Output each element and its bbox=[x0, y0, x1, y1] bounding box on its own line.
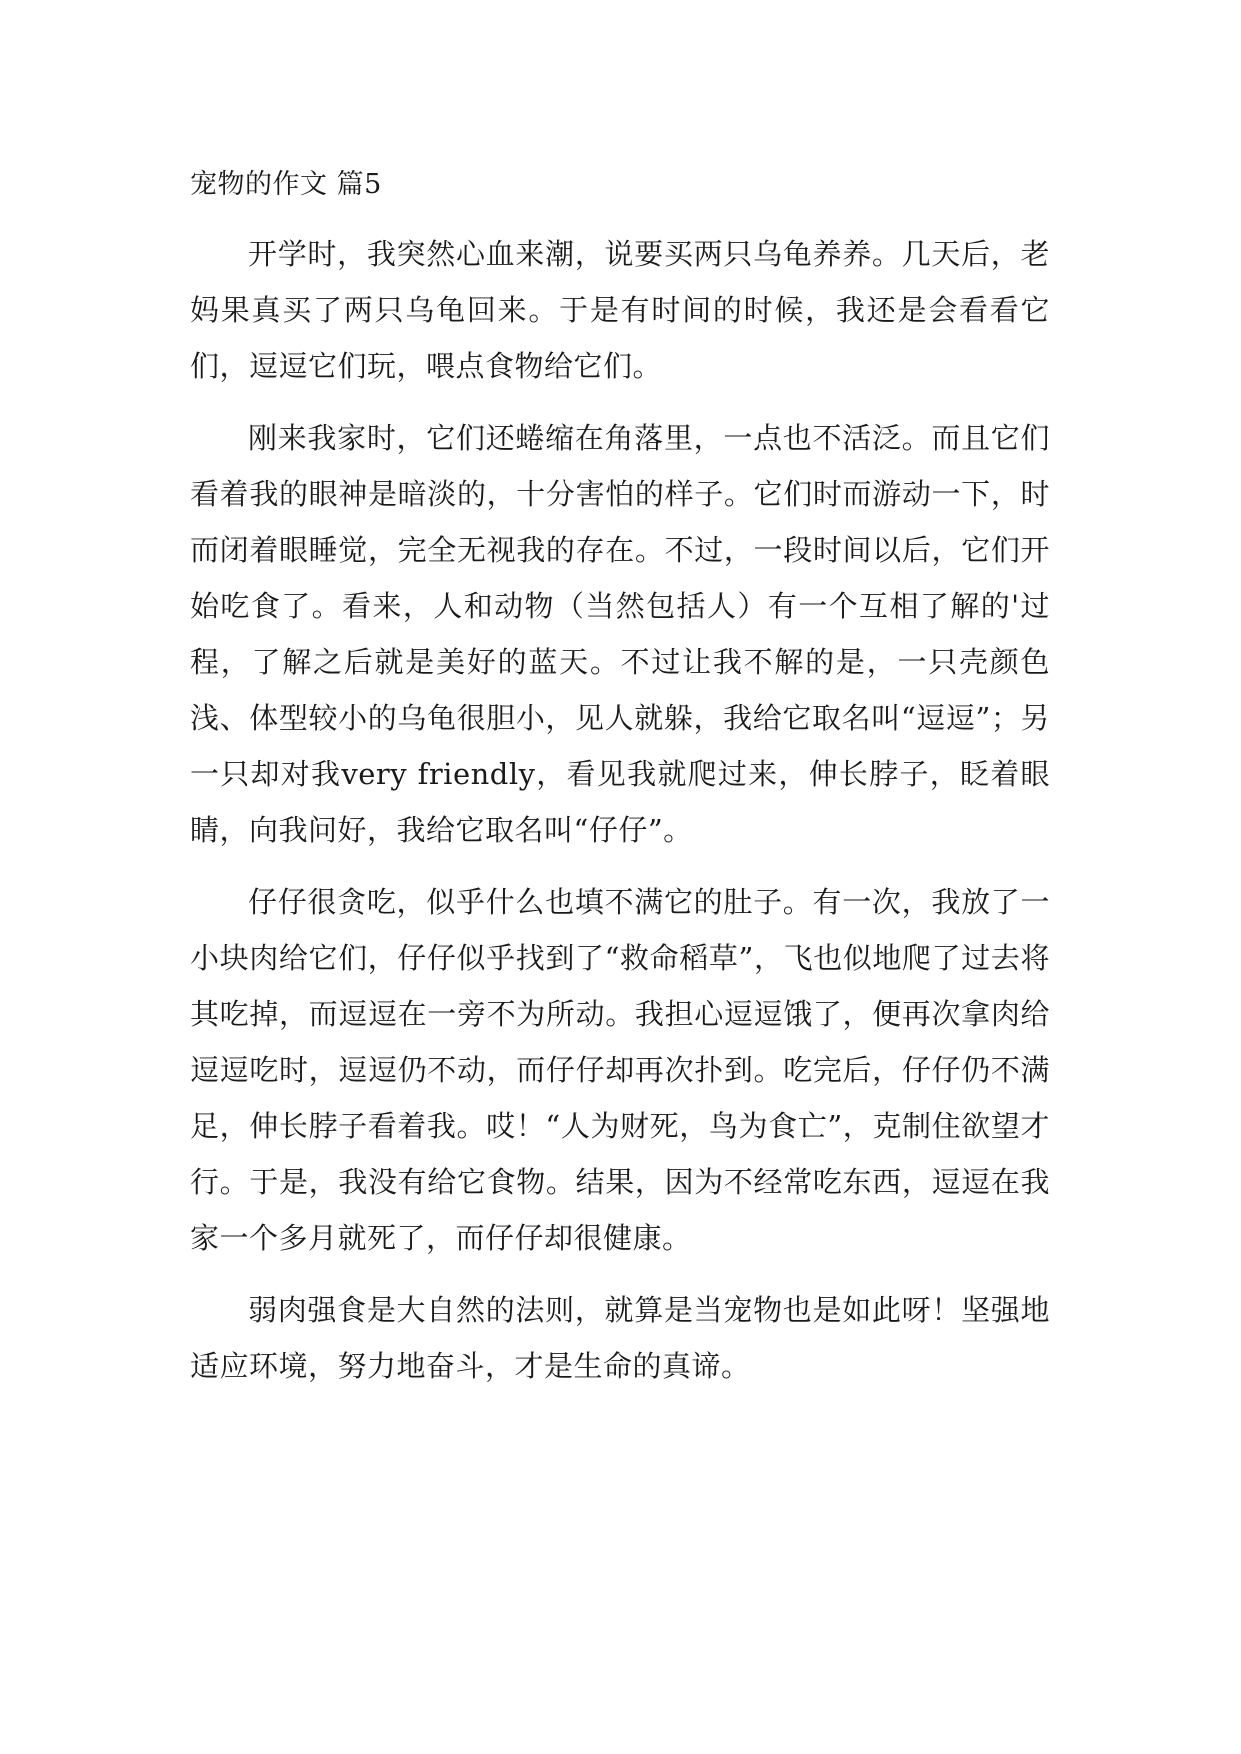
paragraph-1: 开学时，我突然心血来潮，说要买两只乌龟养养。几天后，老妈果真买了两只乌龟回来。于是有时间的时候，我还是会看看它们，逗逗它们玩，喂点食物给它们。 bbox=[190, 237, 1050, 383]
paragraph-2: 刚来我家时，它们还蜷缩在角落里，一点也不活泛。而且它们看着我的眼神是暗淡的，十分害怕的样子。它们时而游动一下，时而闭着眼睡觉，完全无视我的存在。不过，一段时间以后，它们开始吃食了。看来，人和动物（当然包括人）有一个互相了解的'过程，了解之后就是美好的蓝天。不过让我不解的是，一只壳颜色浅、体型较小的乌龟很胆小，见人就躲，我给它取名叫“逗逗”；另一只却对我very friendly，看见我就爬过来，伸长脖子，眨着眼睛，向我问好，我给它取名叫“仔仔”。 bbox=[190, 421, 1050, 847]
document-title: 宠物的作文 篇5 bbox=[190, 169, 382, 200]
paragraph-3: 仔仔很贪吃，似乎什么也填不满它的肚子。有一次，我放了一小块肉给它们，仔仔似乎找到了“救命稻草”，飞也似地爬了过去将其吃掉，而逗逗在一旁不为所动。我担心逗逗饿了，便再次拿肉给逗逗吃时，逗逗仍不动，而仔仔却再次扑到。吃完后，仔仔仍不满足，伸长脖子看着我。哎！“人为财死，鸟为食亡”，克制住欲望才行。于是，我没有给它食物。结果，因为不经常吃东西，逗逗在我家一个多月就死了，而仔仔却很健康。 bbox=[190, 885, 1050, 1255]
paragraph-4: 弱肉强食是大自然的法则，就算是当宠物也是如此呀！坚强地适应环境，努力地奋斗，才是生命的真谛。 bbox=[190, 1293, 1050, 1383]
document-page bbox=[190, 160, 1050, 1394]
